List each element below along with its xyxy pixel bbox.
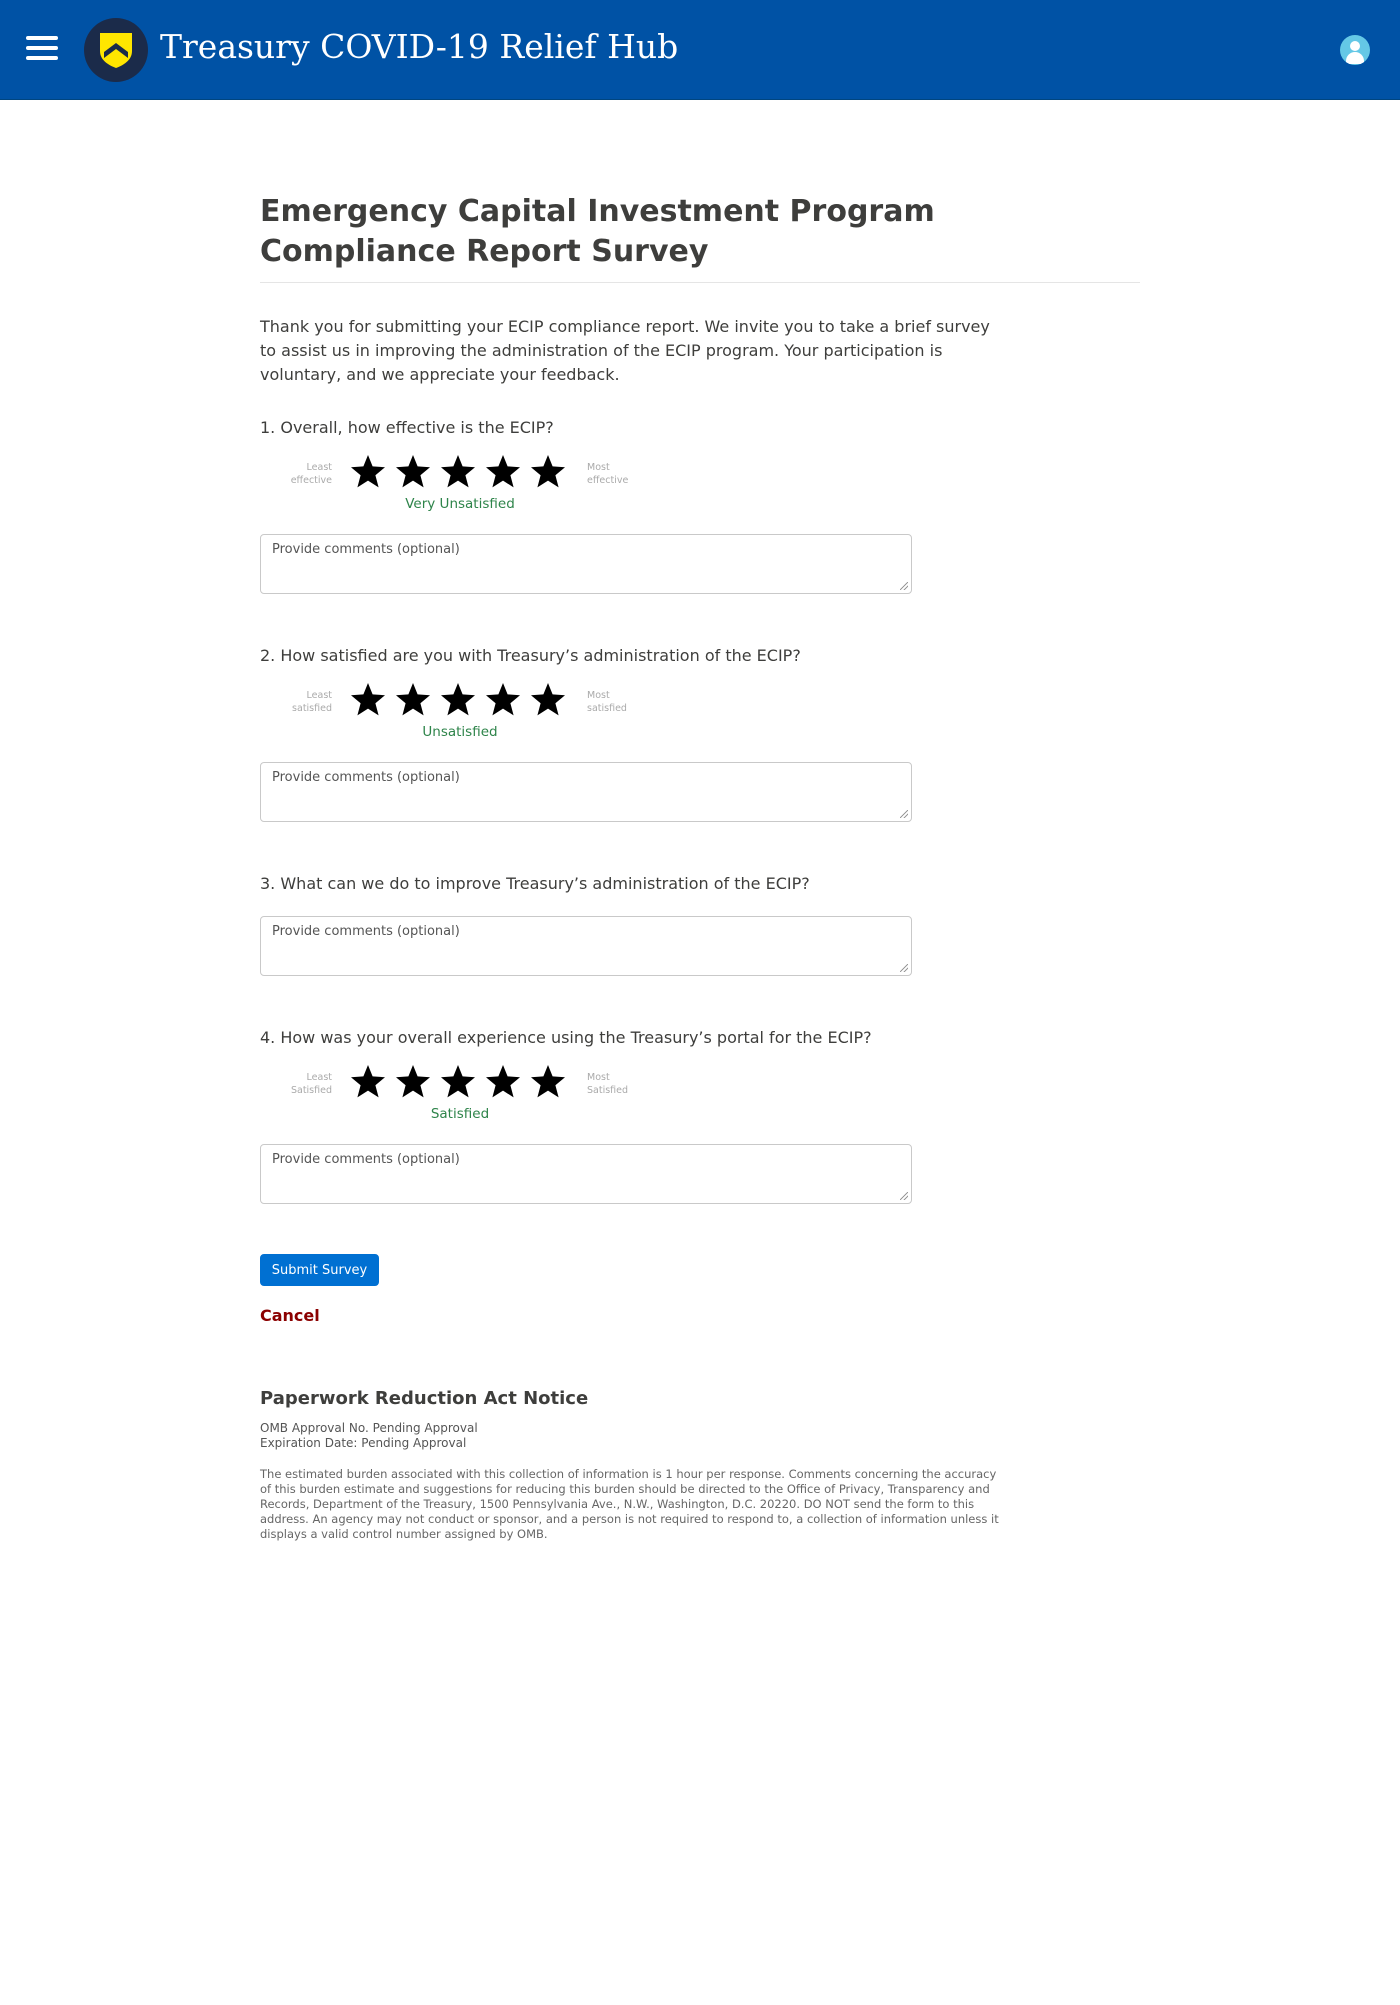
star-2-icon[interactable]: [394, 1063, 432, 1101]
question-4-rating-text: Satisfied: [430, 1106, 490, 1122]
star-2-icon[interactable]: [394, 681, 432, 719]
question-2-star-rating: [290, 680, 630, 720]
star-1-icon[interactable]: [349, 1063, 387, 1101]
star-4-icon[interactable]: [484, 453, 522, 491]
star-3-icon[interactable]: [439, 453, 477, 491]
rating-low-label: Least effective: [290, 462, 332, 486]
comment-textarea[interactable]: [261, 917, 911, 975]
question-2-comment-field[interactable]: [260, 762, 912, 822]
expiration-date-text: Expiration Date: Pending Approval: [260, 1436, 467, 1450]
comment-textarea[interactable]: [261, 535, 911, 593]
question-1-rating-text: Very Unsatisfied: [405, 496, 515, 512]
top-app-bar: [0, 0, 1400, 100]
question-4-label: 4. How was your overall experience using the Treasury’s portal for the ECIP?: [260, 1028, 872, 1047]
star-2-icon[interactable]: [394, 453, 432, 491]
title-divider: [260, 282, 1140, 283]
star-5-icon[interactable]: [529, 453, 567, 491]
question-1-star-rating: [290, 452, 630, 492]
app-title: Treasury COVID-19 Relief Hub: [160, 27, 679, 66]
resize-handle-icon[interactable]: [900, 582, 908, 590]
question-4-comment-field[interactable]: [260, 1144, 912, 1204]
cancel-link[interactable]: Cancel: [260, 1306, 320, 1325]
resize-handle-icon[interactable]: [900, 964, 908, 972]
star-5-icon[interactable]: [529, 1063, 567, 1101]
star-1-icon[interactable]: [349, 681, 387, 719]
star-1-icon[interactable]: [349, 453, 387, 491]
rating-high-label: Most satisfied: [587, 690, 627, 714]
question-1-comment-field[interactable]: [260, 534, 912, 594]
comment-textarea[interactable]: [261, 763, 911, 821]
star-3-icon[interactable]: [439, 1063, 477, 1101]
question-2-rating-text: Unsatisfied: [422, 724, 498, 740]
submit-survey-button[interactable]: Submit Survey: [260, 1254, 379, 1286]
intro-text: Thank you for submitting your ECIP compliance report. We invite you to take a brief survey to assist us in improving the administration of the ECIP program. Your participation is voluntary, and we appreciate your feedback.: [260, 317, 990, 384]
star-3-icon[interactable]: [439, 681, 477, 719]
star-4-icon[interactable]: [484, 1063, 522, 1101]
treasury-shield-logo[interactable]: [84, 18, 148, 82]
rating-low-label: Least Satisfied: [290, 1072, 332, 1096]
resize-handle-icon[interactable]: [900, 810, 908, 818]
resize-handle-icon[interactable]: [900, 1192, 908, 1200]
omb-approval-text: OMB Approval No. Pending Approval: [260, 1421, 478, 1435]
question-3-label: 3. What can we do to improve Treasury’s administration of the ECIP?: [260, 874, 810, 893]
question-2-label: 2. How satisfied are you with Treasury’s administration of the ECIP?: [260, 646, 801, 665]
question-3-comment-field[interactable]: [260, 916, 912, 976]
rating-high-label: Most effective: [587, 462, 629, 486]
rating-low-label: Least satisfied: [292, 690, 332, 714]
notice-body: The estimated burden associated with this collection of information is 1 hour per response. Comments concerning the accuracy of this burden estimate and suggestions for reducing this burden should be directed to the Office of Privacy, Transparency and Records, Department of the Treasury, 1500 Pennsylvania Ave., N.W., Washington, D.C. 20220. DO NOT send the form to this address. An agency may not conduct or sponsor, and a person is not required to respond to, a collection of information unless it displays a valid control number assigned by OMB.: [260, 1467, 999, 1541]
page-title: Emergency Capital Investment Program Compliance Report Survey: [260, 194, 935, 269]
notice-title: Paperwork Reduction Act Notice: [260, 1388, 589, 1409]
comment-textarea[interactable]: [261, 1145, 911, 1203]
user-avatar-icon[interactable]: [1340, 35, 1370, 65]
hamburger-menu-icon[interactable]: [26, 36, 58, 62]
shield-icon: [98, 31, 134, 69]
star-4-icon[interactable]: [484, 681, 522, 719]
rating-high-label: Most Satisfied: [587, 1072, 629, 1096]
question-1-label: 1. Overall, how effective is the ECIP?: [260, 418, 554, 437]
question-4-star-rating: [290, 1062, 630, 1102]
star-5-icon[interactable]: [529, 681, 567, 719]
